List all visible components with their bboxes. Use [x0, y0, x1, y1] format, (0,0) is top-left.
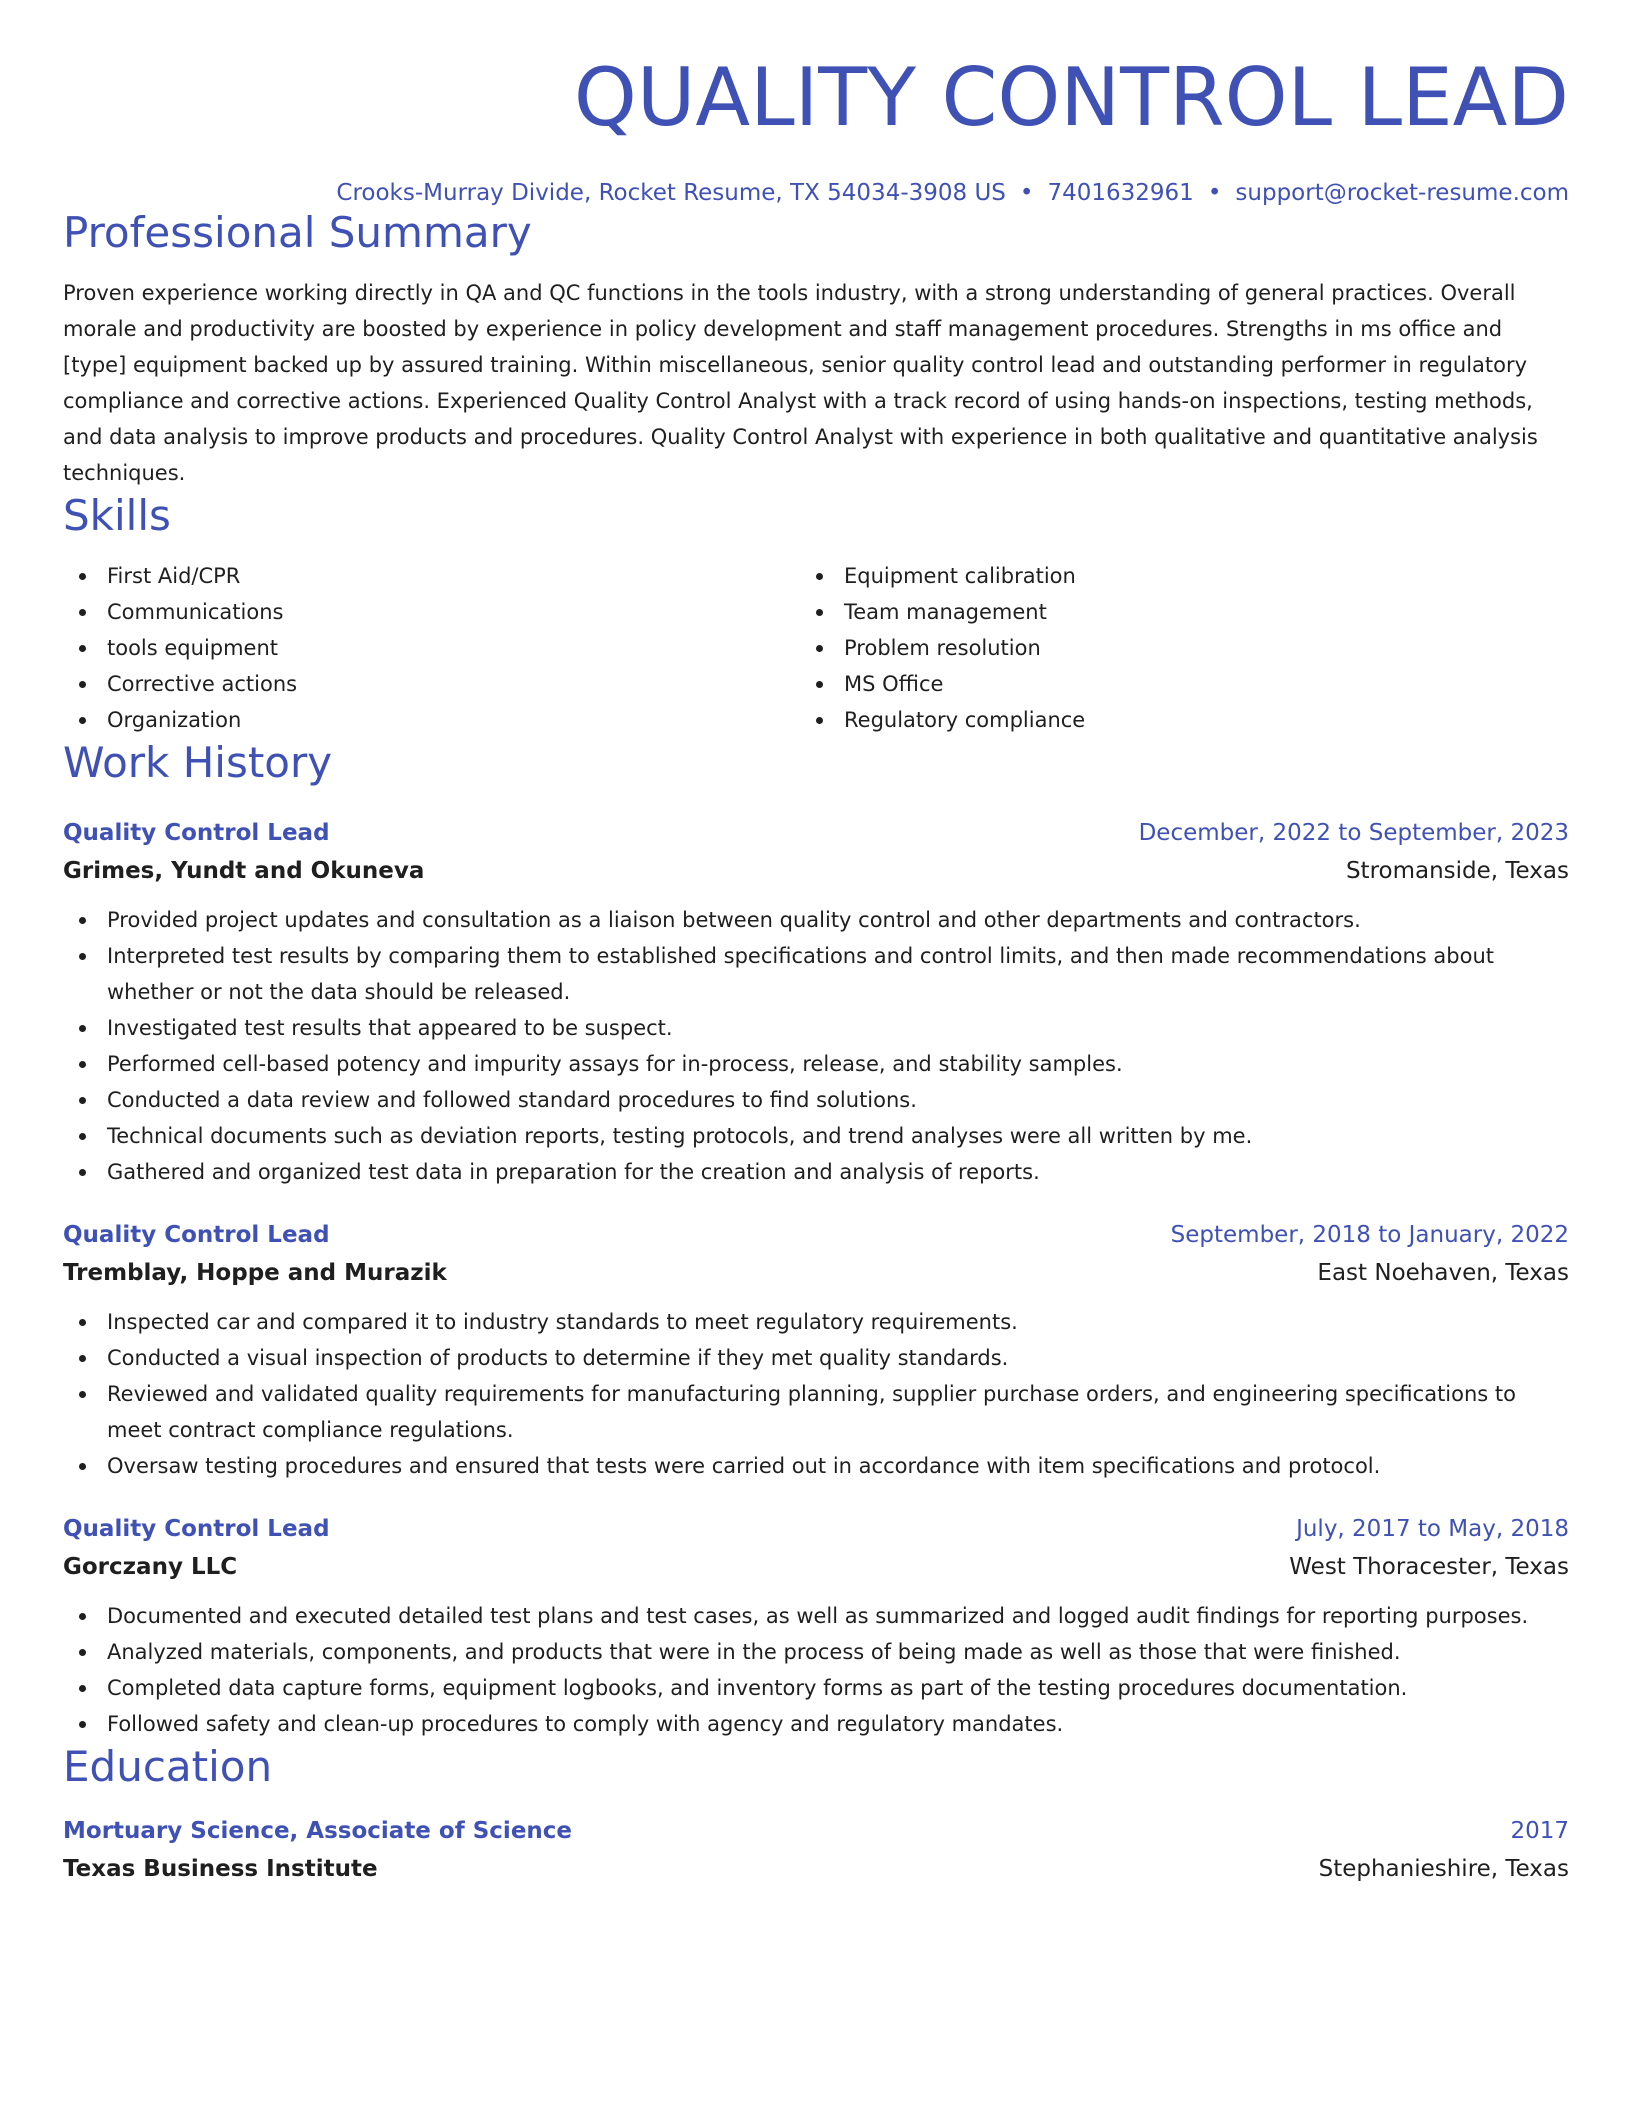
- job-bullet: Analyzed materials, components, and products that were in the process of being made as well as those that were finished.: [63, 1634, 1569, 1670]
- job-title: Quality Control Lead: [63, 820, 330, 846]
- job-company: Grimes, Yundt and Okuneva: [63, 858, 425, 884]
- summary-heading: Professional Summary: [63, 208, 532, 257]
- job-header: [63, 1510, 1569, 1548]
- skill-item: Team management: [800, 594, 1537, 630]
- resume-title: QUALITY CONTROL LEAD: [573, 51, 1569, 144]
- job-bullet: Followed safety and clean-up procedures to comply with agency and regulatory mandates.: [63, 1706, 1569, 1742]
- job-bullet: Inspected car and compared it to industry standards to meet regulatory requirements.: [63, 1304, 1569, 1340]
- job-dates: July, 2017 to May, 2018: [1296, 1516, 1569, 1542]
- job-bullets: [63, 902, 1569, 1190]
- skill-item: Regulatory compliance: [800, 702, 1537, 738]
- job-subheader: [63, 852, 1569, 890]
- job-bullet: Gathered and organized test data in preparation for the creation and analysis of reports.: [63, 1154, 1569, 1190]
- job-bullet: Conducted a visual inspection of products to determine if they met quality standards.: [63, 1340, 1569, 1376]
- skills-column-left: [63, 558, 800, 738]
- job-bullet: Interpreted test results by comparing them to established specifications and control limits, and then made recommendations about whether or not the data should be released.: [63, 938, 1569, 1010]
- job-bullet: Performed cell-based potency and impurity assays for in-process, release, and stability samples.: [63, 1046, 1569, 1082]
- contact-separator: •: [1019, 180, 1034, 206]
- skill-item: Communications: [63, 594, 800, 630]
- job-bullet: Reviewed and validated quality requirements for manufacturing planning, supplier purchase orders, and engineering specifications to meet contract compliance regulations.: [63, 1376, 1569, 1448]
- skills-list: [63, 558, 1569, 738]
- job-location: Stromanside, Texas: [1345, 858, 1569, 884]
- job-bullet: Investigated test results that appeared to be suspect.: [63, 1010, 1569, 1046]
- work-history-heading: Work History: [63, 738, 333, 787]
- job-bullet: Conducted a data review and followed standard procedures to find solutions.: [63, 1082, 1569, 1118]
- skills-column-right: [800, 558, 1537, 738]
- contact-line: [63, 178, 1569, 208]
- job-company: Gorczany LLC: [63, 1554, 238, 1580]
- job-location: East Noehaven, Texas: [1317, 1260, 1569, 1286]
- contact-email: support@rocket-resume.com: [1235, 180, 1569, 206]
- skill-item: Corrective actions: [63, 666, 800, 702]
- education-header: [63, 1812, 1569, 1850]
- job-entry: [63, 1216, 1569, 1484]
- job-dates: September, 2018 to January, 2022: [1170, 1222, 1569, 1248]
- contact-address: Crooks-Murray Divide, Rocket Resume, TX 54034-3908 US: [336, 180, 1006, 206]
- skill-item: First Aid/CPR: [63, 558, 800, 594]
- education-heading: Education: [63, 1742, 273, 1791]
- education-subheader: [63, 1850, 1569, 1888]
- contact-phone: 7401632961: [1047, 180, 1194, 206]
- contact-separator: •: [1207, 180, 1222, 206]
- job-bullets: [63, 1598, 1569, 1742]
- education-entry: [63, 1812, 1569, 1888]
- job-subheader: [63, 1254, 1569, 1292]
- education-school: Texas Business Institute: [63, 1856, 378, 1882]
- skill-item: Organization: [63, 702, 800, 738]
- skill-item: Equipment calibration: [800, 558, 1537, 594]
- skill-item: MS Office: [800, 666, 1537, 702]
- job-company: Tremblay, Hoppe and Murazik: [63, 1260, 447, 1286]
- job-bullet: Provided project updates and consultation as a liaison between quality control and other departments and contractors.: [63, 902, 1569, 938]
- summary-text: Proven experience working directly in QA and QC functions in the tools industry, with a strong understanding of general practices. Overall morale and productivity are boosted by experience in policy development and staff management procedures. Strengths in ms office and [type] equipment backed up by assured training. Within miscellaneous, senior quality control lead and outstanding performer in regulatory compliance and corrective actions. Experienced Quality Control Analyst with a track record of using hands-on inspections, testing methods, and data analysis to improve products and procedures. Quality Control Analyst with experience in both qualitative and quantitative analysis techniques.: [63, 281, 1538, 485]
- skill-item: Problem resolution: [800, 630, 1537, 666]
- job-header: [63, 814, 1569, 852]
- job-bullet: Oversaw testing procedures and ensured that tests were carried out in accordance with item specifications and protocol.: [63, 1448, 1569, 1484]
- job-location: West Thoracester, Texas: [1289, 1554, 1569, 1580]
- skill-item: tools equipment: [63, 630, 800, 666]
- job-subheader: [63, 1548, 1569, 1586]
- job-bullet: Completed data capture forms, equipment logbooks, and inventory forms as part of the testing procedures documentation.: [63, 1670, 1569, 1706]
- job-title: Quality Control Lead: [63, 1516, 330, 1542]
- job-entry: [63, 814, 1569, 1190]
- education-degree: Mortuary Science, Associate of Science: [63, 1818, 573, 1844]
- job-dates: December, 2022 to September, 2023: [1138, 820, 1569, 846]
- job-header: [63, 1216, 1569, 1254]
- job-entry: [63, 1510, 1569, 1742]
- job-bullets: [63, 1304, 1569, 1484]
- job-bullet: Technical documents such as deviation reports, testing protocols, and trend analyses were all written by me.: [63, 1118, 1569, 1154]
- job-bullet: Documented and executed detailed test plans and test cases, as well as summarized and logged audit findings for reporting purposes.: [63, 1598, 1569, 1634]
- skills-heading: Skills: [63, 491, 171, 540]
- education-year: 2017: [1510, 1818, 1569, 1844]
- education-location: Stephanieshire, Texas: [1318, 1856, 1569, 1882]
- job-title: Quality Control Lead: [63, 1222, 330, 1248]
